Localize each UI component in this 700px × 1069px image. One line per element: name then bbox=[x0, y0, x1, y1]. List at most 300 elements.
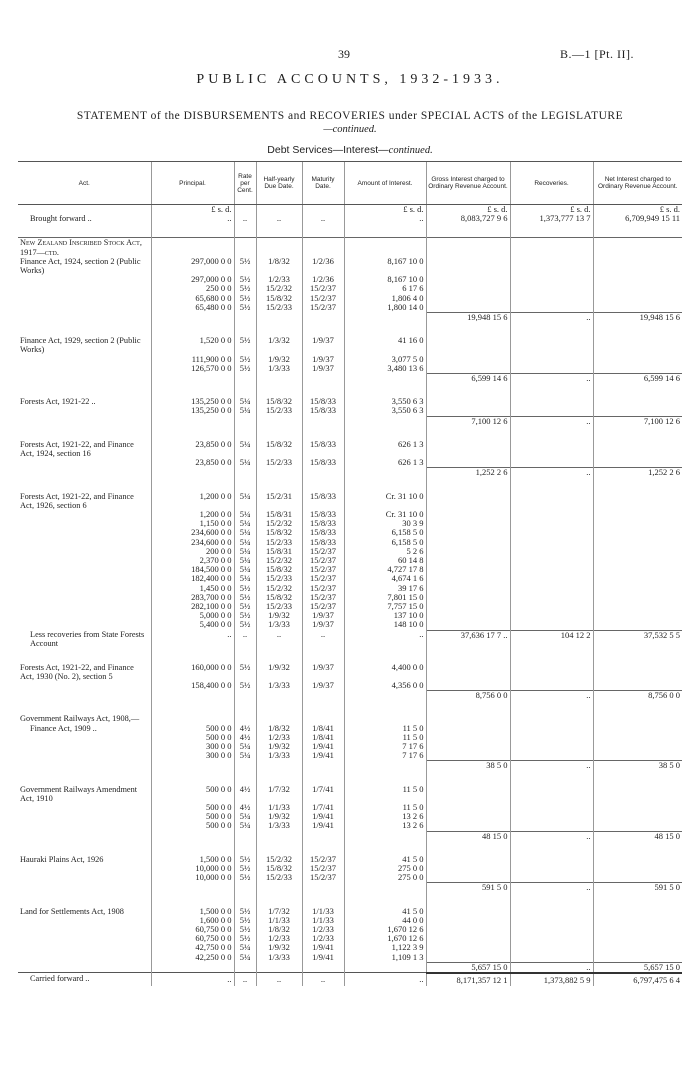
cell-maturity: 15/2/37 bbox=[302, 303, 344, 313]
cell-recoveries bbox=[510, 812, 593, 821]
cell-rate bbox=[234, 223, 256, 238]
cell-principal: 234,600 0 0 bbox=[151, 528, 234, 537]
cell-amount: 275 0 0 bbox=[344, 873, 426, 883]
cell-maturity bbox=[302, 416, 344, 426]
cell-amount: 1,122 3 9 bbox=[344, 943, 426, 952]
cell-principal: 283,700 0 0 bbox=[151, 593, 234, 602]
cell-principal: 297,000 0 0 bbox=[151, 275, 234, 284]
cell-principal: 23,850 0 0 bbox=[151, 458, 234, 468]
cell-principal: 1,150 0 0 bbox=[151, 519, 234, 528]
cell-due bbox=[256, 223, 302, 238]
cell-rate: 5¼ bbox=[234, 547, 256, 556]
cell-net: 19,948 15 6 bbox=[593, 313, 682, 323]
cell-gross: 7,100 12 6 bbox=[426, 416, 510, 426]
cell-principal: 500 0 0 bbox=[151, 803, 234, 812]
table-row bbox=[18, 416, 682, 426]
cell-net bbox=[593, 812, 682, 821]
table-row bbox=[18, 458, 682, 468]
cell-maturity: 15/8/33 bbox=[302, 458, 344, 468]
cell-maturity: 15/8/33 bbox=[302, 510, 344, 519]
cell-maturity: 1/9/41 bbox=[302, 812, 344, 821]
cell-gross bbox=[426, 611, 510, 620]
cell-rate: 5¼ bbox=[234, 538, 256, 547]
col-principal: Principal. bbox=[151, 162, 234, 205]
col-maturity: Maturity Date. bbox=[302, 162, 344, 205]
cell-gross: 38 5 0 bbox=[426, 761, 510, 771]
cell-rate: 5¼ bbox=[234, 953, 256, 963]
cell-net bbox=[593, 751, 682, 761]
cell-due: 1/3/33 bbox=[256, 953, 302, 963]
cell-recoveries bbox=[510, 565, 593, 574]
cell-due bbox=[256, 478, 302, 492]
cell-rate bbox=[234, 761, 256, 771]
cell-principal: 1,600 0 0 bbox=[151, 916, 234, 925]
cell-amount: £ s. d. bbox=[344, 205, 426, 215]
cell-net bbox=[593, 547, 682, 556]
cell-net bbox=[593, 364, 682, 374]
cell-recoveries: 104 12 2 bbox=[510, 630, 593, 648]
cell-gross bbox=[426, 620, 510, 630]
cell-due: 15/2/32 bbox=[256, 855, 302, 864]
cell-rate bbox=[234, 478, 256, 492]
cell-maturity: 1/9/37 bbox=[302, 355, 344, 364]
cell-principal: 184,500 0 0 bbox=[151, 565, 234, 574]
cell-due: 1/7/32 bbox=[256, 907, 302, 916]
cell-recoveries bbox=[510, 907, 593, 916]
cell-rate: 5¼ bbox=[234, 510, 256, 519]
cell-recoveries bbox=[510, 355, 593, 364]
cell-amount bbox=[344, 831, 426, 841]
cell-maturity bbox=[302, 322, 344, 336]
cell-net bbox=[593, 355, 682, 364]
cell-rate: 5¼ bbox=[234, 397, 256, 406]
cell-rate bbox=[234, 649, 256, 663]
cell-principal bbox=[151, 223, 234, 238]
cell-act bbox=[18, 468, 151, 478]
table-row bbox=[18, 528, 682, 537]
cell-due: 15/2/33 bbox=[256, 303, 302, 313]
cell-recoveries bbox=[510, 547, 593, 556]
table-row bbox=[18, 630, 682, 648]
cell-rate: 5½ bbox=[234, 620, 256, 630]
cell-maturity: 1/2/33 bbox=[302, 934, 344, 943]
cell-recoveries bbox=[510, 426, 593, 440]
cell-net bbox=[593, 663, 682, 681]
cell-principal: 5,400 0 0 bbox=[151, 620, 234, 630]
cell-act bbox=[18, 294, 151, 303]
cell-rate: 5¼ bbox=[234, 565, 256, 574]
cell-act bbox=[18, 593, 151, 602]
cell-act: Brought forward .. bbox=[30, 214, 92, 224]
cell-gross bbox=[426, 406, 510, 416]
cell-principal: 500 0 0 bbox=[151, 785, 234, 803]
cell-gross bbox=[426, 873, 510, 883]
cell-principal bbox=[151, 831, 234, 841]
cell-gross bbox=[426, 303, 510, 313]
cell-amount bbox=[344, 238, 426, 257]
cell-principal: 2,370 0 0 bbox=[151, 556, 234, 565]
cell-rate: 5½ bbox=[234, 916, 256, 925]
cell-act: Forests Act, 1921-22, and Finance Act, 1930 (No. 2), section 5 bbox=[20, 662, 134, 681]
cell-amount bbox=[344, 374, 426, 384]
cell-principal: 200 0 0 bbox=[151, 547, 234, 556]
cell-rate: .. bbox=[234, 973, 256, 986]
cell-due: 15/8/32 bbox=[256, 864, 302, 873]
cell-maturity: 15/2/37 bbox=[302, 547, 344, 556]
cell-net bbox=[593, 284, 682, 293]
cell-net: 6,709,949 15 11 bbox=[593, 214, 682, 223]
cell-rate bbox=[234, 205, 256, 215]
cell-gross bbox=[426, 864, 510, 873]
cell-amount: 4,400 0 0 bbox=[344, 663, 426, 681]
col-net: Net Interest charged to Ordinary Revenue Account. bbox=[593, 162, 682, 205]
cell-rate: 5½ bbox=[234, 336, 256, 354]
cell-maturity: 1/7/41 bbox=[302, 785, 344, 803]
cell-principal: 135,250 0 0 bbox=[151, 406, 234, 416]
cell-act bbox=[18, 953, 151, 963]
cell-due bbox=[256, 383, 302, 397]
table-row bbox=[18, 620, 682, 630]
cell-net: 6,797,475 6 4 bbox=[593, 973, 682, 986]
cell-amount: Cr. 31 10 0 bbox=[344, 492, 426, 510]
cell-gross bbox=[426, 478, 510, 492]
table-row bbox=[18, 831, 682, 841]
cell-principal: .. bbox=[151, 630, 234, 648]
cell-recoveries bbox=[510, 700, 593, 714]
table-row bbox=[18, 205, 682, 215]
cell-maturity: 15/2/37 bbox=[302, 602, 344, 611]
cell-principal bbox=[151, 322, 234, 336]
cell-due bbox=[256, 322, 302, 336]
cell-net bbox=[593, 584, 682, 593]
cell-rate: 5½ bbox=[234, 584, 256, 593]
cell-rate: 5¼ bbox=[234, 821, 256, 831]
cell-net bbox=[593, 873, 682, 883]
cell-act bbox=[18, 547, 151, 556]
cell-maturity: 1/8/41 bbox=[302, 724, 344, 733]
table-row bbox=[18, 934, 682, 943]
cell-act bbox=[18, 303, 151, 313]
cell-act bbox=[18, 406, 151, 416]
cell-principal: 1,200 0 0 bbox=[151, 492, 234, 510]
cell-principal bbox=[151, 426, 234, 440]
cell-gross bbox=[426, 943, 510, 952]
cell-rate bbox=[234, 831, 256, 841]
cell-due: 15/2/33 bbox=[256, 873, 302, 883]
cell-net bbox=[593, 510, 682, 519]
cell-due: 15/8/32 bbox=[256, 565, 302, 574]
cell-gross: 8,756 0 0 bbox=[426, 691, 510, 701]
cell-maturity bbox=[302, 478, 344, 492]
table-row bbox=[18, 322, 682, 336]
cell-gross bbox=[426, 593, 510, 602]
cell-act bbox=[18, 364, 151, 374]
cell-act bbox=[18, 275, 151, 284]
cell-amount: 41 16 0 bbox=[344, 336, 426, 354]
cell-amount: 1,806 4 0 bbox=[344, 294, 426, 303]
cell-amount bbox=[344, 841, 426, 855]
cell-recoveries bbox=[510, 821, 593, 831]
cell-rate bbox=[234, 416, 256, 426]
cell-due: 15/2/32 bbox=[256, 519, 302, 528]
cell-principal: 1,450 0 0 bbox=[151, 584, 234, 593]
cell-rate: 5½ bbox=[234, 275, 256, 284]
cell-gross bbox=[426, 397, 510, 406]
cell-maturity: 1/9/41 bbox=[302, 821, 344, 831]
cell-principal bbox=[151, 893, 234, 907]
cell-amount: 6,158 5 0 bbox=[344, 528, 426, 537]
cell-recoveries bbox=[510, 336, 593, 354]
cell-gross bbox=[426, 257, 510, 275]
cell-net bbox=[593, 528, 682, 537]
cell-gross bbox=[426, 574, 510, 583]
cell-maturity bbox=[302, 841, 344, 855]
cell-principal bbox=[151, 416, 234, 426]
cell-amount: 626 1 3 bbox=[344, 458, 426, 468]
cell-act: Finance Act, 1909 .. bbox=[30, 723, 97, 733]
cell-gross: £ s. d. bbox=[426, 205, 510, 215]
cell-act bbox=[18, 962, 151, 973]
cell-principal bbox=[151, 649, 234, 663]
cell-recoveries bbox=[510, 620, 593, 630]
table-row bbox=[18, 785, 682, 803]
cell-rate bbox=[234, 962, 256, 973]
cell-rate: 5¼ bbox=[234, 492, 256, 510]
table-row bbox=[18, 223, 682, 238]
table-row bbox=[18, 649, 682, 663]
cell-recoveries bbox=[510, 383, 593, 397]
cell-principal bbox=[151, 771, 234, 785]
cell-gross bbox=[426, 223, 510, 238]
section-title: Debt Services—Interest— bbox=[267, 144, 389, 156]
cell-maturity: 15/8/33 bbox=[302, 397, 344, 406]
cell-maturity bbox=[302, 761, 344, 771]
cell-act bbox=[18, 893, 151, 907]
cell-amount: 1,800 14 0 bbox=[344, 303, 426, 313]
cell-recoveries bbox=[510, 458, 593, 468]
cell-maturity: 1/7/41 bbox=[302, 803, 344, 812]
cell-principal bbox=[151, 468, 234, 478]
cell-maturity bbox=[302, 831, 344, 841]
cell-amount: 6 17 6 bbox=[344, 284, 426, 293]
cell-gross bbox=[426, 812, 510, 821]
cell-act: Finance Act, 1929, section 2 (Public Works) bbox=[20, 336, 141, 355]
cell-recoveries bbox=[510, 855, 593, 864]
cell-principal: 500 0 0 bbox=[151, 812, 234, 821]
cell-due: 15/8/32 bbox=[256, 593, 302, 602]
cell-act bbox=[18, 383, 151, 397]
cell-maturity: 1/9/37 bbox=[302, 620, 344, 630]
cell-maturity: 15/8/33 bbox=[302, 492, 344, 510]
cell-recoveries bbox=[510, 663, 593, 681]
table-row bbox=[18, 883, 682, 893]
cell-recoveries: .. bbox=[510, 416, 593, 426]
cell-recoveries bbox=[510, 864, 593, 873]
cell-due: 15/8/32 bbox=[256, 294, 302, 303]
cell-principal: 500 0 0 bbox=[151, 724, 234, 733]
table-row bbox=[18, 355, 682, 364]
cell-act bbox=[18, 574, 151, 583]
cell-gross bbox=[426, 803, 510, 812]
cell-gross bbox=[426, 355, 510, 364]
cell-gross: 37,636 17 7 .. bbox=[426, 630, 510, 648]
cell-act bbox=[18, 556, 151, 565]
cell-amount: .. bbox=[344, 973, 426, 986]
cell-net bbox=[593, 336, 682, 354]
cell-due: 1/9/32 bbox=[256, 355, 302, 364]
cell-rate: 5½ bbox=[234, 864, 256, 873]
cell-net bbox=[593, 916, 682, 925]
cell-maturity: .. bbox=[302, 973, 344, 986]
cell-gross bbox=[426, 538, 510, 547]
cell-due bbox=[256, 893, 302, 907]
cell-principal bbox=[151, 478, 234, 492]
table-row bbox=[18, 962, 682, 973]
cell-recoveries bbox=[510, 519, 593, 528]
table-row bbox=[18, 574, 682, 583]
table-row bbox=[18, 821, 682, 831]
cell-amount: 7,801 15 0 bbox=[344, 593, 426, 602]
cell-net bbox=[593, 458, 682, 468]
cell-recoveries bbox=[510, 303, 593, 313]
cell-amount: 30 3 9 bbox=[344, 519, 426, 528]
cell-maturity: 15/2/37 bbox=[302, 565, 344, 574]
cell-gross bbox=[426, 733, 510, 742]
cell-act bbox=[18, 416, 151, 426]
cell-rate: 5¼ bbox=[234, 812, 256, 821]
cell-amount: 148 10 0 bbox=[344, 620, 426, 630]
table-row bbox=[18, 538, 682, 547]
cell-amount: 3,480 13 6 bbox=[344, 364, 426, 374]
cell-gross bbox=[426, 663, 510, 681]
cell-rate: 5½ bbox=[234, 257, 256, 275]
cell-principal bbox=[151, 238, 234, 257]
cell-amount bbox=[344, 322, 426, 336]
cell-act bbox=[18, 873, 151, 883]
cell-principal: 300 0 0 bbox=[151, 742, 234, 751]
table-row bbox=[18, 426, 682, 440]
cell-due bbox=[256, 205, 302, 215]
cell-net bbox=[593, 649, 682, 663]
table-row bbox=[18, 313, 682, 323]
cell-rate bbox=[234, 691, 256, 701]
cell-net bbox=[593, 223, 682, 238]
cell-recoveries bbox=[510, 275, 593, 284]
cell-rate: 5½ bbox=[234, 602, 256, 611]
cell-due: 1/1/33 bbox=[256, 916, 302, 925]
cell-rate: 5¼ bbox=[234, 556, 256, 565]
cell-net: 38 5 0 bbox=[593, 761, 682, 771]
cell-maturity: 15/2/37 bbox=[302, 855, 344, 864]
cell-due bbox=[256, 691, 302, 701]
cell-principal: .. bbox=[151, 214, 234, 223]
cell-maturity: 1/9/41 bbox=[302, 751, 344, 761]
cell-act bbox=[18, 691, 151, 701]
cell-rate bbox=[234, 893, 256, 907]
cell-net bbox=[593, 620, 682, 630]
cell-rate: 5½ bbox=[234, 294, 256, 303]
cell-act: Hauraki Plains Act, 1926 bbox=[20, 854, 104, 864]
cell-act bbox=[18, 733, 151, 742]
table-row bbox=[18, 336, 682, 354]
cell-act bbox=[18, 943, 151, 952]
cell-principal bbox=[151, 700, 234, 714]
cell-act bbox=[18, 565, 151, 574]
cell-net bbox=[593, 565, 682, 574]
cell-gross bbox=[426, 519, 510, 528]
table-row bbox=[18, 893, 682, 907]
cell-recoveries bbox=[510, 478, 593, 492]
table-row bbox=[18, 214, 682, 223]
subtitle-continued: —continued. bbox=[323, 124, 377, 135]
cell-due: 1/8/32 bbox=[256, 257, 302, 275]
cell-net bbox=[593, 275, 682, 284]
cell-due: 15/2/32 bbox=[256, 284, 302, 293]
cell-maturity bbox=[302, 238, 344, 257]
cell-recoveries: .. bbox=[510, 691, 593, 701]
cell-principal: 42,750 0 0 bbox=[151, 943, 234, 952]
cell-amount bbox=[344, 962, 426, 973]
table-row bbox=[18, 953, 682, 963]
cell-rate bbox=[234, 313, 256, 323]
cell-recoveries bbox=[510, 593, 593, 602]
cell-principal: 1,500 0 0 bbox=[151, 907, 234, 916]
cell-rate bbox=[234, 468, 256, 478]
table-row bbox=[18, 681, 682, 691]
cell-net bbox=[593, 294, 682, 303]
cell-rate: 4½ bbox=[234, 733, 256, 742]
table-row bbox=[18, 584, 682, 593]
cell-principal: 5,000 0 0 bbox=[151, 611, 234, 620]
cell-net bbox=[593, 602, 682, 611]
cell-gross bbox=[426, 821, 510, 831]
cell-rate: 5¼ bbox=[234, 751, 256, 761]
cell-amount bbox=[344, 883, 426, 893]
cell-due bbox=[256, 468, 302, 478]
cell-recoveries: .. bbox=[510, 374, 593, 384]
cell-due: 15/8/32 bbox=[256, 440, 302, 458]
cell-maturity: 15/2/37 bbox=[302, 864, 344, 873]
cell-due: 15/2/31 bbox=[256, 492, 302, 510]
cell-amount: 41 5 0 bbox=[344, 907, 426, 916]
cell-principal: £ s. d. bbox=[151, 205, 234, 215]
cell-recoveries: .. bbox=[510, 761, 593, 771]
cell-amount: Cr. 31 10 0 bbox=[344, 510, 426, 519]
cell-rate: 5¼ bbox=[234, 742, 256, 751]
cell-recoveries bbox=[510, 893, 593, 907]
cell-net bbox=[593, 943, 682, 952]
cell-net bbox=[593, 383, 682, 397]
cell-principal: 250 0 0 bbox=[151, 284, 234, 293]
col-amount: Amount of Interest. bbox=[344, 162, 426, 205]
cell-principal bbox=[151, 313, 234, 323]
cell-gross bbox=[426, 364, 510, 374]
cell-maturity: 15/2/37 bbox=[302, 593, 344, 602]
section-heading bbox=[0, 144, 700, 156]
cell-gross: 5,657 15 0 bbox=[426, 962, 510, 973]
table-row bbox=[18, 973, 682, 986]
cell-maturity bbox=[302, 205, 344, 215]
cell-net bbox=[593, 440, 682, 458]
cell-act bbox=[18, 934, 151, 943]
cell-due: 15/2/33 bbox=[256, 602, 302, 611]
cell-amount: 7,757 15 0 bbox=[344, 602, 426, 611]
cell-amount: 60 14 8 bbox=[344, 556, 426, 565]
cell-rate: 5¼ bbox=[234, 519, 256, 528]
cell-recoveries bbox=[510, 257, 593, 275]
cell-amount: .. bbox=[344, 630, 426, 648]
cell-due: 15/2/33 bbox=[256, 538, 302, 547]
